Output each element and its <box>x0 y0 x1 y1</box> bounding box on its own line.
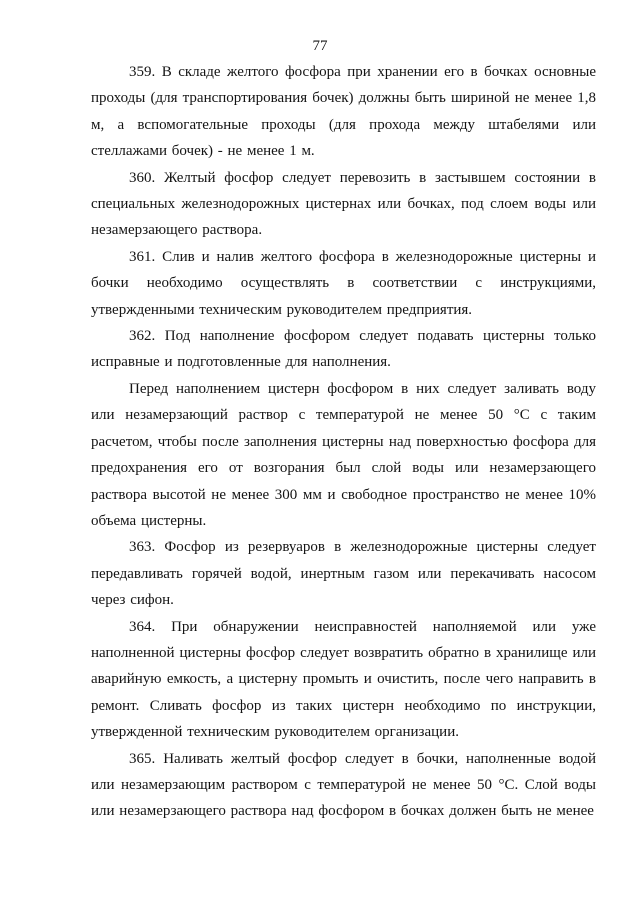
paragraph-362-continuation: Перед наполнением цистерн фосфором в них следует заливать воду или незамерзающий раствор с температурой не менее 50 °С с таким расчетом, чтобы после заполнения цистерны над поверхностью фосфора для предохранения его от возгорания был слой воды или незамерзающего раствора высотой не менее 300 мм и свободное пространство не менее 10% объема цистерны. <box>91 380 596 529</box>
paragraph-364: 364. При обнаружении неисправностей наполняемой или уже наполненной цистерны фосфор следует возвратить обратно в хранилище или аварийную емкость, а цистерну промыть и очистить, после чего направить в ремонт. Сливать фосфор из таких цистерн необходимо по инструкции, утвержденной техническим руководителем организации. <box>91 618 596 741</box>
paragraph-362: 362. Под наполнение фосфором следует подавать цистерны только исправные и подготовленные для наполнения. <box>91 328 596 371</box>
paragraph-363: 363. Фосфор из резервуаров в железнодорожные цистерны следует передавливать горячей водой, инертным газом или перекачивать насосом через сифон. <box>91 539 596 609</box>
paragraph-365: 365. Наливать желтый фосфор следует в бочки, наполненные водой или незамерзающим раствором с температурой не менее 50 °С. Слой воды или незамерзающего раствора над фосфором в бочках должен быть не менее <box>91 750 596 820</box>
paragraph-359: 359. В складе желтого фосфора при хранении его в бочках основные проходы (для транспортирования бочек) должны быть шириной не менее 1,8 м, а вспомогательные проходы (для прохода между штабелями или стеллажами бочек) - не менее 1 м. <box>91 64 596 160</box>
page-number: 77 <box>312 38 328 54</box>
paragraph-361: 361. Слив и налив желтого фосфора в железнодорожные цистерны и бочки необходимо осуществлять в соответствии с инструкциями, утвержденными техническим руководителем предприятия. <box>91 248 596 318</box>
paragraph-360: 360. Желтый фосфор следует перевозить в застывшем состоянии в специальных железнодорожных цистернах или бочках, под слоем воды или незамерзающего раствора. <box>91 169 596 239</box>
document-body <box>91 59 596 825</box>
